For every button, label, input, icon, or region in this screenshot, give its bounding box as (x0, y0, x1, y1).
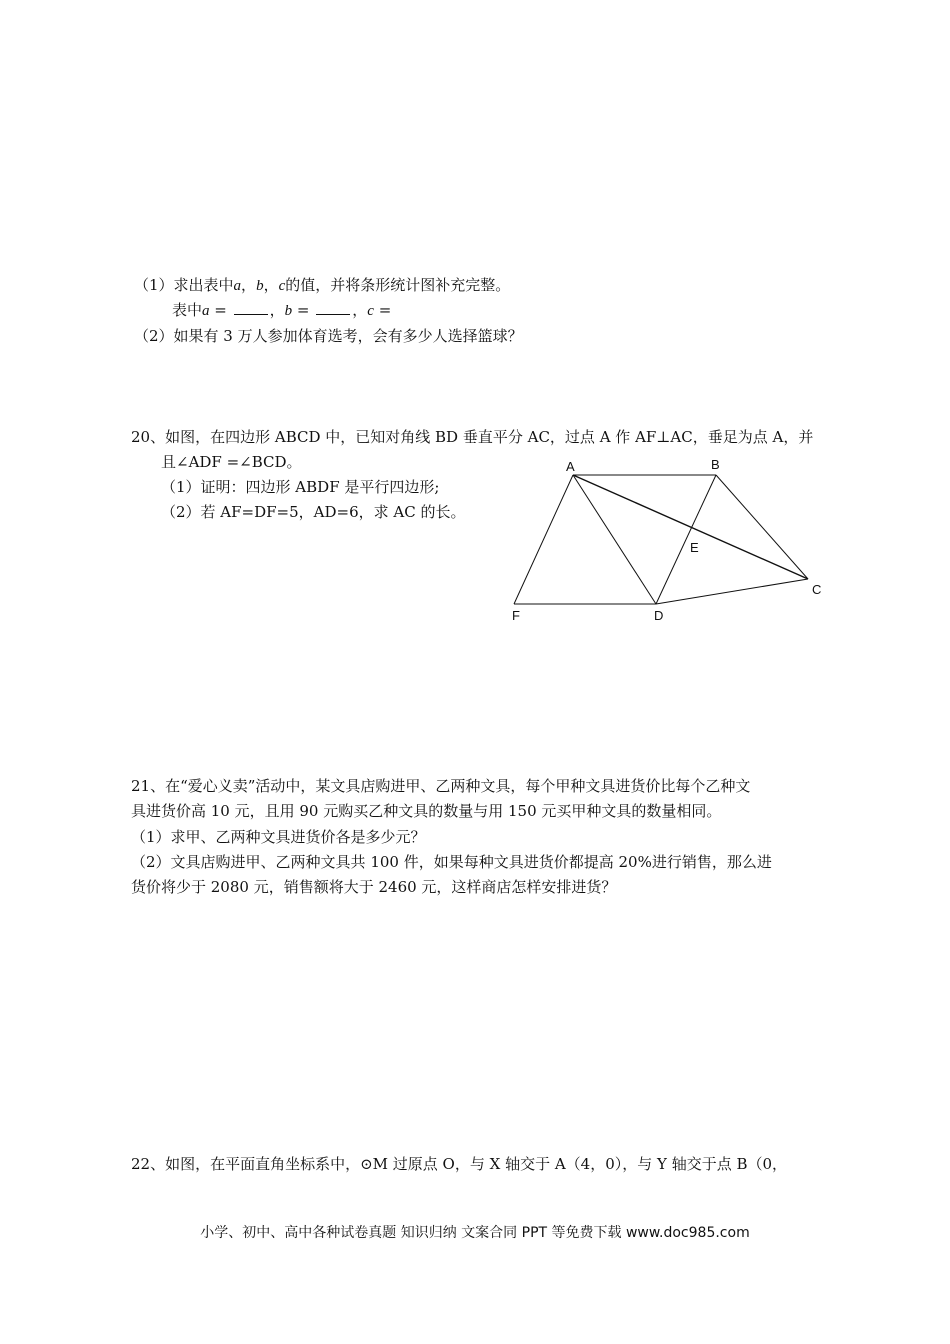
segment-AC (573, 475, 808, 579)
label-B: B (711, 457, 720, 472)
sep: ， (269, 301, 285, 319)
sep: ， (263, 276, 279, 294)
q21-line2: 具进货价高 10 元，且用 90 元购买乙种文具的数量与用 150 元买甲种文具的数量相同。 (131, 802, 722, 820)
q21-line5: 货价将少于 2080 元，销售额将大于 2460 元，这样商店怎样安排进货？ (131, 878, 617, 896)
q20-line2: 且∠ADF =∠BCD。 (161, 453, 302, 471)
segment-BD (656, 475, 716, 604)
equals: = (292, 301, 315, 319)
segment-BC (716, 475, 808, 579)
equals: = (209, 301, 232, 319)
q21-line1: 21、在“爱心义卖”活动中，某文具店购进甲、乙两种文具，每个甲种文具进货价比每个乙种文 (131, 777, 751, 795)
var-c: c (278, 278, 286, 294)
segment-DC (656, 579, 808, 604)
label-E: E (690, 540, 699, 555)
q20-line4: （2）若 AF=DF=5，AD=6，求 AC 的长。 (161, 503, 466, 521)
answer-blank-a[interactable] (234, 300, 268, 315)
q21-line4: （2）文具店购进甲、乙两种文具共 100 件，如果每种文具进货价都提高 20%进行销售，那么进 (131, 853, 772, 871)
segment-AD (573, 475, 656, 604)
var-a: a (233, 278, 242, 294)
label-C: C (812, 582, 822, 597)
var-c: c (367, 303, 374, 319)
q19-part1 (134, 275, 510, 296)
q19-fill-line (172, 300, 391, 321)
label-F: F (512, 608, 520, 623)
answer-blank-b[interactable] (316, 300, 350, 315)
page-footer: 小学、初中、高中各种试卷真题 知识归纳 文案合同 PPT 等免费下载 www.doc985.com (200, 1225, 750, 1241)
sep: ， (241, 276, 257, 294)
var-b: b (284, 303, 293, 319)
q19-part1-text: （1）求出表中 (134, 276, 234, 294)
q20-line1: 20、如图，在四边形 ABCD 中，已知对角线 BD 垂直平分 AC，过点 A 作 AF⊥AC，垂足为点 A，并 (131, 428, 814, 446)
sep: ， (352, 301, 368, 319)
fill-prefix: 表中 (172, 301, 203, 319)
q19-part2: （2）如果有 3 万人参加体育选考，会有多少人选择篮球？ (134, 327, 523, 345)
q19-part1-tail: 的值，并将条形统计图补充完整。 (285, 276, 511, 294)
label-A: A (566, 459, 575, 474)
q22-line1: 22、如图，在平面直角坐标系中，⊙M 过原点 O，与 X 轴交于 A（4，0），与 Y 轴交于点 B（0， (131, 1155, 788, 1173)
segment-FA (514, 475, 573, 604)
equals: = (373, 301, 392, 319)
q20-line3: （1）证明：四边形 ABDF 是平行四边形; (161, 478, 440, 496)
q21-line3: （1）求甲、乙两种文具进货价各是多少元？ (131, 828, 426, 846)
label-D: D (654, 608, 664, 623)
var-a: a (202, 303, 210, 319)
var-b: b (256, 278, 264, 294)
